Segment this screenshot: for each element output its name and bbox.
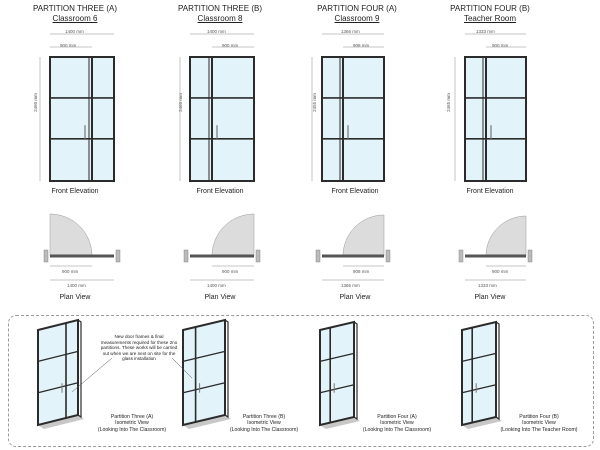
front-elevation-1 [40,34,114,181]
wall-left [184,250,188,262]
partition-name: PARTITION THREE (B) [177,4,262,13]
wall-right [528,250,532,262]
wall-right [386,250,390,262]
partition-name: PARTITION FOUR (B) [450,4,530,13]
plan-door-dim-2: 900 mm [222,269,239,274]
iso-label-2: Partition Three (B) Isometric View (Looking Into The Classroom) [229,414,299,433]
plan-view-2 [184,214,260,280]
wall-left [459,250,463,262]
isometric-view-2 [183,320,231,429]
height-dim-1: 2460 mm [32,93,38,112]
front-elevation-4 [455,34,526,181]
room-name: Teacher Room [463,14,517,23]
note-leaders [72,358,192,392]
iso-frame [38,320,78,425]
front-elevation-label-1: Front Elevation [51,188,99,195]
room-name: Classroom 6 [52,14,98,23]
elevations [40,34,526,181]
wall-right [116,250,120,262]
height-dim-4: 2465 mm [445,93,451,112]
height-dim-2: 2460 mm [177,93,183,112]
front-elevation-label-4: Front Elevation [466,188,514,195]
width-dim-2: 1400 mm [207,29,226,34]
site-note: New door frames & final measurements required for these 2no partitions. These works will be carried out when we are next on site for the glass installation [100,334,178,362]
iso-frame [320,322,354,425]
iso-label-4: Partition Four (B) Isometric View (Looking Into The Teacher Room) [500,414,578,433]
plan-view-4 [459,216,532,280]
plan-width-dim-2: 1400 mm [207,283,226,288]
isometric-view-4 [462,322,502,429]
plan-view-label-2: Plan View [204,294,236,301]
partition-line [50,255,114,258]
door-swing [50,214,92,256]
door-swing [486,216,526,256]
outer-frame [190,57,254,181]
iso-label-1: Partition Three (A) Isometric View (Looking Into The Classroom) [97,414,167,433]
plan-view-label-3: Plan View [339,294,371,301]
wall-left [316,250,320,262]
partition-name: PARTITION THREE (A) [32,4,117,13]
wall-right [256,250,260,262]
width-dim-3: 1366 mm [341,29,360,34]
iso-label-3: Partition Four (A) Isometric View (Looking Into The Classroom) [362,414,432,433]
room-name: Classroom 9 [334,14,380,23]
iso-frame [462,322,496,425]
plan-door-dim-3: 908 mm [353,269,370,274]
outer-frame [50,57,114,181]
isometric-view-1 [38,320,84,429]
door-swing [212,214,254,256]
iso-frame [183,320,225,425]
plan-view-label-4: Plan View [474,294,506,301]
door-dim-1: 900 mm [60,43,77,48]
plan-door-dim-1: 900 mm [62,269,79,274]
front-elevation-2 [177,34,254,181]
front-elevation-label-2: Front Elevation [196,188,244,195]
room-name: Classroom 8 [197,14,243,23]
front-elevation-label-3: Front Elevation [331,188,379,195]
isometric-view-3 [320,322,360,429]
door-dim-3: 908 mm [353,43,370,48]
plan-view-3 [316,215,390,280]
partition-line [322,255,384,258]
width-dim-4: 1333 mm [476,29,495,34]
outer-frame [465,57,526,181]
front-elevation-3 [312,34,384,181]
door-swing [343,215,384,256]
plan-width-dim-1: 1400 mm [67,283,86,288]
partition-line [465,255,526,258]
isometric-views [38,320,502,429]
partition-name: PARTITION FOUR (A) [317,4,397,13]
partition-line [190,255,254,258]
plan-width-dim-4: 1333 mm [478,283,497,288]
plan-width-dim-3: 1366 mm [341,283,360,288]
door-dim-4: 900 mm [492,43,509,48]
plan-view-1 [44,214,120,280]
door-dim-2: 900 mm [222,43,239,48]
width-dim-1: 1400 mm [65,29,84,34]
outer-frame [322,57,384,181]
plan-views [44,214,532,280]
wall-left [44,250,48,262]
plan-door-dim-4: 900 mm [492,269,509,274]
height-dim-3: 2455 mm [311,93,317,112]
plan-view-label-1: Plan View [59,294,91,301]
